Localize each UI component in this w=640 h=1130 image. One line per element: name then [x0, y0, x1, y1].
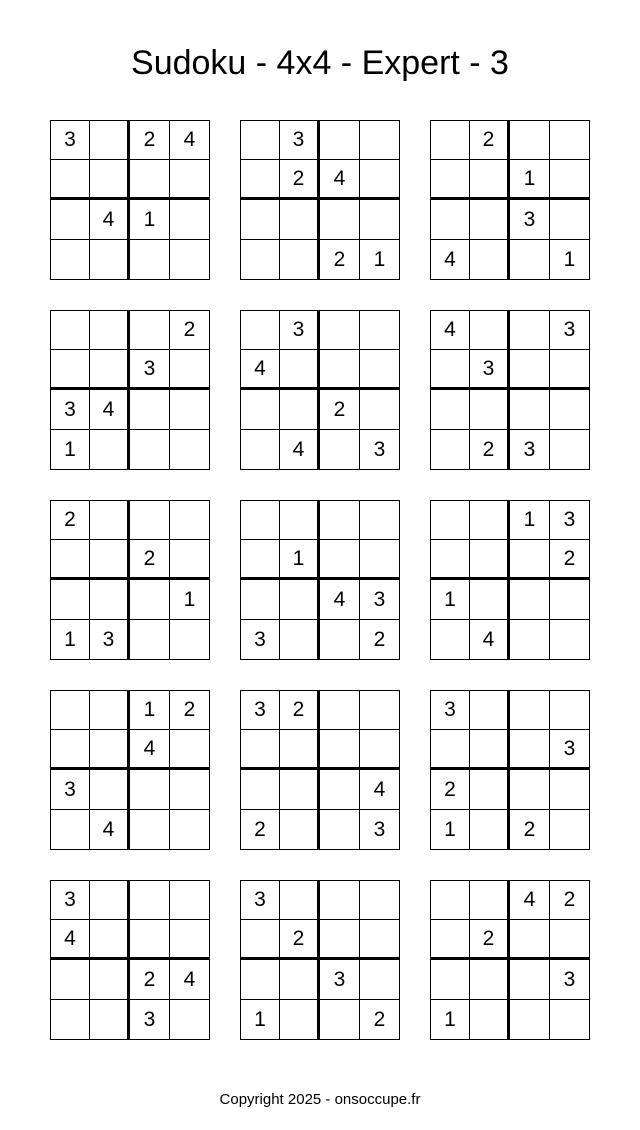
sudoku-grid: [50, 880, 210, 1040]
sudoku-grid: [240, 310, 400, 470]
sudoku-cell[interactable]: [320, 690, 360, 730]
sudoku-cell[interactable]: [430, 120, 470, 160]
sudoku-cell[interactable]: [280, 730, 320, 770]
sudoku-cell[interactable]: [470, 880, 510, 920]
sudoku-cell[interactable]: [280, 770, 320, 810]
sudoku-cell[interactable]: [550, 200, 590, 240]
sudoku-cell[interactable]: 4: [470, 620, 510, 660]
sudoku-cell[interactable]: [90, 730, 130, 770]
sudoku-cell[interactable]: [430, 390, 470, 430]
sudoku-cell[interactable]: [360, 160, 400, 200]
sudoku-cell[interactable]: [510, 770, 550, 810]
sudoku-cell[interactable]: [130, 240, 170, 280]
sudoku-cell[interactable]: [470, 240, 510, 280]
sudoku-cell[interactable]: 3: [130, 350, 170, 390]
sudoku-cell[interactable]: 3: [50, 880, 90, 920]
sudoku-cell[interactable]: 3: [50, 120, 90, 160]
sudoku-cell[interactable]: [90, 310, 130, 350]
sudoku-cell[interactable]: [90, 430, 130, 470]
sudoku-grid: [50, 690, 210, 850]
sudoku-cell[interactable]: [550, 690, 590, 730]
sudoku-cell[interactable]: [170, 920, 210, 960]
sudoku-cell[interactable]: [280, 240, 320, 280]
sudoku-cell[interactable]: [50, 580, 90, 620]
sudoku-cell[interactable]: 4: [90, 390, 130, 430]
sudoku-cell[interactable]: 2: [470, 120, 510, 160]
sudoku-cell[interactable]: [170, 200, 210, 240]
sudoku-cell[interactable]: [550, 160, 590, 200]
sudoku-cell[interactable]: [320, 200, 360, 240]
sudoku-cell[interactable]: [550, 580, 590, 620]
sudoku-grid: [240, 500, 400, 660]
sudoku-cell[interactable]: [360, 880, 400, 920]
sudoku-cell[interactable]: 1: [130, 200, 170, 240]
sudoku-cell[interactable]: [130, 920, 170, 960]
sudoku-cell[interactable]: [130, 500, 170, 540]
sudoku-cell[interactable]: [50, 310, 90, 350]
sudoku-cell[interactable]: [130, 880, 170, 920]
sudoku-cell[interactable]: [430, 430, 470, 470]
sudoku-cell[interactable]: [130, 390, 170, 430]
sudoku-cell[interactable]: [170, 240, 210, 280]
sudoku-cell[interactable]: [320, 770, 360, 810]
sudoku-cell[interactable]: [550, 120, 590, 160]
sudoku-cell[interactable]: [280, 960, 320, 1000]
sudoku-cell[interactable]: 3: [320, 960, 360, 1000]
sudoku-cell[interactable]: 1: [280, 540, 320, 580]
sudoku-cell[interactable]: [550, 430, 590, 470]
sudoku-cell[interactable]: 2: [130, 960, 170, 1000]
sudoku-cell[interactable]: 2: [360, 620, 400, 660]
sudoku-cell[interactable]: [280, 390, 320, 430]
sudoku-cell[interactable]: 3: [360, 430, 400, 470]
sudoku-grid: [240, 690, 400, 850]
sudoku-cell[interactable]: [430, 540, 470, 580]
sudoku-cell[interactable]: [130, 310, 170, 350]
sudoku-cell[interactable]: 4: [280, 430, 320, 470]
sudoku-cell[interactable]: [360, 690, 400, 730]
sudoku-cell[interactable]: [430, 350, 470, 390]
sudoku-cell[interactable]: 3: [550, 730, 590, 770]
sudoku-cell[interactable]: 2: [130, 540, 170, 580]
sudoku-cell[interactable]: [430, 160, 470, 200]
sudoku-cell[interactable]: [90, 770, 130, 810]
sudoku-grid: [50, 500, 210, 660]
sudoku-cell[interactable]: [90, 580, 130, 620]
sudoku-cell[interactable]: [320, 920, 360, 960]
sudoku-cell[interactable]: [90, 500, 130, 540]
sudoku-cell[interactable]: [510, 120, 550, 160]
sudoku-grid: [430, 310, 590, 470]
sudoku-cell[interactable]: [170, 730, 210, 770]
sudoku-cell[interactable]: 3: [550, 960, 590, 1000]
sudoku-cell[interactable]: [130, 430, 170, 470]
sudoku-cell[interactable]: [360, 120, 400, 160]
sudoku-cell[interactable]: [170, 620, 210, 660]
sudoku-cell[interactable]: [280, 580, 320, 620]
sudoku-cell[interactable]: [430, 620, 470, 660]
sudoku-cell[interactable]: [510, 690, 550, 730]
sudoku-cell[interactable]: 1: [430, 810, 470, 850]
sudoku-cell[interactable]: [510, 580, 550, 620]
sudoku-cell[interactable]: [470, 960, 510, 1000]
sudoku-cell[interactable]: 3: [360, 580, 400, 620]
sudoku-cell[interactable]: [470, 390, 510, 430]
sudoku-cell[interactable]: [50, 810, 90, 850]
sudoku-cell[interactable]: 2: [280, 160, 320, 200]
sudoku-cell[interactable]: [240, 240, 280, 280]
sudoku-cell[interactable]: 2: [470, 920, 510, 960]
sudoku-cell[interactable]: [320, 120, 360, 160]
sudoku-cell[interactable]: [470, 730, 510, 770]
sudoku-cell[interactable]: [320, 310, 360, 350]
sudoku-cell[interactable]: [170, 1000, 210, 1040]
sudoku-cell[interactable]: [280, 500, 320, 540]
sudoku-cell[interactable]: 2: [170, 690, 210, 730]
sudoku-cell[interactable]: 1: [510, 500, 550, 540]
sudoku-cell[interactable]: [170, 430, 210, 470]
sudoku-cell[interactable]: [360, 920, 400, 960]
sudoku-cell[interactable]: [320, 730, 360, 770]
sudoku-cell[interactable]: 2: [510, 810, 550, 850]
sudoku-cell[interactable]: 2: [280, 690, 320, 730]
sudoku-cell[interactable]: [430, 880, 470, 920]
sudoku-cell[interactable]: 1: [50, 620, 90, 660]
sudoku-cell[interactable]: [510, 390, 550, 430]
sudoku-cell[interactable]: [510, 1000, 550, 1040]
sudoku-cell[interactable]: [360, 540, 400, 580]
sudoku-cell[interactable]: 2: [550, 540, 590, 580]
sudoku-cell[interactable]: [430, 960, 470, 1000]
sudoku-cell[interactable]: 2: [360, 1000, 400, 1040]
sudoku-cell[interactable]: [130, 810, 170, 850]
sudoku-cell[interactable]: [470, 770, 510, 810]
sudoku-cell[interactable]: [430, 920, 470, 960]
sudoku-cell[interactable]: 1: [430, 580, 470, 620]
sudoku-cell[interactable]: 2: [320, 390, 360, 430]
sudoku-cell[interactable]: 3: [510, 430, 550, 470]
sudoku-cell[interactable]: 2: [50, 500, 90, 540]
sudoku-grid: [430, 500, 590, 660]
sudoku-cell[interactable]: [510, 350, 550, 390]
sudoku-cell[interactable]: [320, 1000, 360, 1040]
sudoku-cell[interactable]: [170, 160, 210, 200]
sudoku-cell[interactable]: 4: [510, 880, 550, 920]
sudoku-cell[interactable]: [510, 730, 550, 770]
sudoku-cell[interactable]: [470, 690, 510, 730]
sudoku-cell[interactable]: [280, 350, 320, 390]
sudoku-cell[interactable]: [360, 960, 400, 1000]
sudoku-cell[interactable]: [510, 540, 550, 580]
sudoku-cell[interactable]: [510, 240, 550, 280]
sudoku-cell[interactable]: 1: [50, 430, 90, 470]
sudoku-cell[interactable]: [240, 960, 280, 1000]
sudoku-grid: [50, 310, 210, 470]
sudoku-cell[interactable]: [170, 770, 210, 810]
sudoku-cell[interactable]: [90, 540, 130, 580]
sudoku-cell[interactable]: 4: [90, 200, 130, 240]
sudoku-cell[interactable]: [510, 960, 550, 1000]
sudoku-cell[interactable]: 3: [430, 690, 470, 730]
sudoku-cell[interactable]: [130, 580, 170, 620]
sudoku-cell[interactable]: [510, 620, 550, 660]
sudoku-cell[interactable]: [430, 730, 470, 770]
sudoku-cell[interactable]: [90, 960, 130, 1000]
sudoku-cell[interactable]: [50, 540, 90, 580]
sudoku-cell[interactable]: [50, 1000, 90, 1040]
sudoku-cell[interactable]: [240, 430, 280, 470]
sudoku-cell[interactable]: [550, 350, 590, 390]
sudoku-cell[interactable]: [240, 500, 280, 540]
sudoku-cell[interactable]: [320, 430, 360, 470]
sudoku-cell[interactable]: [470, 310, 510, 350]
sudoku-cell[interactable]: [50, 350, 90, 390]
sudoku-cell[interactable]: [90, 240, 130, 280]
sudoku-cell[interactable]: 2: [280, 920, 320, 960]
sudoku-cell[interactable]: [550, 920, 590, 960]
sudoku-cell[interactable]: [470, 580, 510, 620]
sudoku-cell[interactable]: 2: [470, 430, 510, 470]
sudoku-cell[interactable]: [320, 540, 360, 580]
sudoku-cell[interactable]: [280, 1000, 320, 1040]
sudoku-cell[interactable]: [240, 390, 280, 430]
sudoku-cell[interactable]: [130, 160, 170, 200]
sudoku-cell[interactable]: [550, 390, 590, 430]
sudoku-cell[interactable]: [550, 620, 590, 660]
sudoku-cell[interactable]: [320, 810, 360, 850]
sudoku-cell[interactable]: [320, 500, 360, 540]
sudoku-cell[interactable]: [240, 120, 280, 160]
sudoku-grid: [50, 120, 210, 280]
sudoku-cell[interactable]: 3: [510, 200, 550, 240]
sudoku-cell[interactable]: 3: [50, 390, 90, 430]
sudoku-cell[interactable]: [470, 500, 510, 540]
sudoku-cell[interactable]: 4: [360, 770, 400, 810]
sudoku-cell[interactable]: 3: [280, 120, 320, 160]
sudoku-cell[interactable]: 4: [170, 120, 210, 160]
sudoku-grid: [240, 880, 400, 1040]
sudoku-cell[interactable]: [320, 350, 360, 390]
sudoku-cell[interactable]: 4: [430, 310, 470, 350]
sudoku-cell[interactable]: [170, 880, 210, 920]
sudoku-cell[interactable]: [550, 1000, 590, 1040]
sudoku-cell[interactable]: [470, 540, 510, 580]
sudoku-cell[interactable]: [240, 580, 280, 620]
sudoku-cell[interactable]: 3: [240, 620, 280, 660]
page-title: Sudoku - 4x4 - Expert - 3: [131, 44, 509, 82]
sudoku-cell[interactable]: [240, 770, 280, 810]
sudoku-cell[interactable]: [280, 810, 320, 850]
sudoku-cell[interactable]: 1: [360, 240, 400, 280]
sudoku-cell[interactable]: 3: [240, 690, 280, 730]
sudoku-cell[interactable]: [170, 540, 210, 580]
sudoku-cell[interactable]: [470, 810, 510, 850]
sudoku-cell[interactable]: [50, 240, 90, 280]
sudoku-grid: [430, 880, 590, 1040]
sudoku-cell[interactable]: 1: [170, 580, 210, 620]
sudoku-cell[interactable]: 4: [130, 730, 170, 770]
sudoku-cell[interactable]: 1: [240, 1000, 280, 1040]
sudoku-cell[interactable]: [240, 160, 280, 200]
sudoku-cell[interactable]: [430, 200, 470, 240]
sudoku-cell[interactable]: [360, 500, 400, 540]
copyright-footer: Copyright 2025 - onsoccupe.fr: [219, 1091, 421, 1108]
sudoku-cell[interactable]: [50, 690, 90, 730]
sudoku-cell[interactable]: [170, 500, 210, 540]
sudoku-cell[interactable]: [240, 310, 280, 350]
sudoku-grid: [240, 120, 400, 280]
sudoku-cell[interactable]: [130, 620, 170, 660]
sudoku-cell[interactable]: 3: [360, 810, 400, 850]
sudoku-cell[interactable]: 3: [470, 350, 510, 390]
sudoku-cell[interactable]: 4: [170, 960, 210, 1000]
sudoku-cell[interactable]: 2: [550, 880, 590, 920]
sudoku-cell[interactable]: 2: [170, 310, 210, 350]
sudoku-cell[interactable]: 1: [430, 1000, 470, 1040]
sudoku-cell[interactable]: [50, 960, 90, 1000]
puzzle-sheet: [50, 120, 590, 1040]
sudoku-cell[interactable]: [550, 770, 590, 810]
sudoku-cell[interactable]: 3: [130, 1000, 170, 1040]
sudoku-cell[interactable]: 4: [90, 810, 130, 850]
sudoku-cell[interactable]: 4: [240, 350, 280, 390]
sudoku-cell[interactable]: 4: [430, 240, 470, 280]
sudoku-cell[interactable]: [470, 1000, 510, 1040]
sudoku-cell[interactable]: 2: [430, 770, 470, 810]
sudoku-cell[interactable]: 1: [510, 160, 550, 200]
sudoku-cell[interactable]: [550, 810, 590, 850]
sudoku-cell[interactable]: [90, 690, 130, 730]
sudoku-cell[interactable]: 2: [130, 120, 170, 160]
sudoku-cell[interactable]: 3: [550, 500, 590, 540]
sudoku-cell[interactable]: [90, 350, 130, 390]
sudoku-cell[interactable]: [90, 880, 130, 920]
sudoku-cell[interactable]: [240, 540, 280, 580]
sudoku-cell[interactable]: [360, 730, 400, 770]
sudoku-cell[interactable]: 3: [240, 880, 280, 920]
sudoku-cell[interactable]: 3: [50, 770, 90, 810]
sudoku-cell[interactable]: [50, 200, 90, 240]
sudoku-cell[interactable]: [90, 1000, 130, 1040]
sudoku-cell[interactable]: [90, 160, 130, 200]
sudoku-grid: [430, 120, 590, 280]
sudoku-cell[interactable]: [240, 920, 280, 960]
sudoku-cell[interactable]: [130, 770, 170, 810]
sudoku-cell[interactable]: [470, 200, 510, 240]
sudoku-cell[interactable]: [280, 620, 320, 660]
sudoku-cell[interactable]: [470, 160, 510, 200]
sudoku-cell[interactable]: [430, 500, 470, 540]
sudoku-cell[interactable]: [320, 880, 360, 920]
sudoku-cell[interactable]: 3: [280, 310, 320, 350]
sudoku-grid: [430, 690, 590, 850]
sudoku-cell[interactable]: [360, 390, 400, 430]
sudoku-cell[interactable]: [240, 200, 280, 240]
sudoku-cell[interactable]: 4: [50, 920, 90, 960]
sudoku-cell[interactable]: 2: [320, 240, 360, 280]
sudoku-cell[interactable]: 4: [320, 160, 360, 200]
sudoku-cell[interactable]: [90, 120, 130, 160]
sudoku-cell[interactable]: [280, 200, 320, 240]
sudoku-cell[interactable]: 2: [240, 810, 280, 850]
sudoku-cell[interactable]: 3: [90, 620, 130, 660]
sudoku-cell[interactable]: [360, 350, 400, 390]
sudoku-cell[interactable]: [320, 620, 360, 660]
sudoku-cell[interactable]: [50, 160, 90, 200]
sudoku-cell[interactable]: [360, 310, 400, 350]
sudoku-cell[interactable]: 1: [550, 240, 590, 280]
sudoku-cell[interactable]: 1: [130, 690, 170, 730]
sudoku-cell[interactable]: 3: [550, 310, 590, 350]
sudoku-cell[interactable]: [240, 730, 280, 770]
sudoku-cell[interactable]: [50, 730, 90, 770]
sudoku-cell[interactable]: [360, 200, 400, 240]
sudoku-cell[interactable]: [510, 920, 550, 960]
sudoku-cell[interactable]: [170, 390, 210, 430]
sudoku-cell[interactable]: [510, 310, 550, 350]
sudoku-cell[interactable]: [170, 810, 210, 850]
sudoku-cell[interactable]: [170, 350, 210, 390]
sudoku-cell[interactable]: [280, 880, 320, 920]
sudoku-cell[interactable]: [90, 920, 130, 960]
sudoku-cell[interactable]: 4: [320, 580, 360, 620]
